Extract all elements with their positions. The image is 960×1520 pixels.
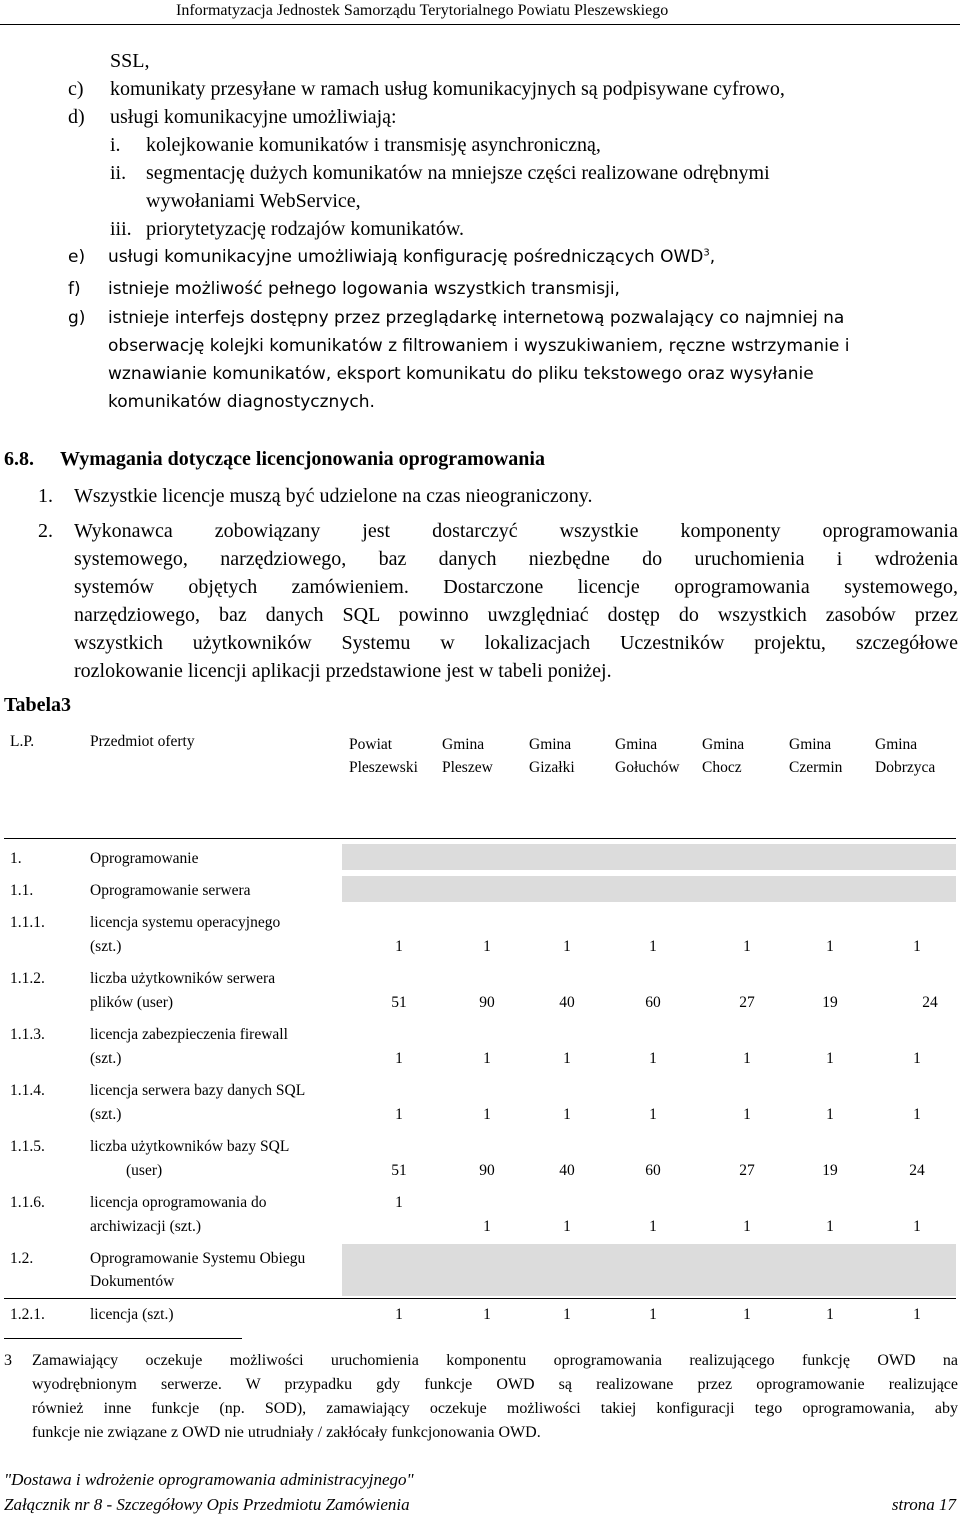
footer-attachment: Załącznik nr 8 - Szczegółowy Opis Przedmiotu Zamówienia <box>4 1495 410 1514</box>
table-row-subject: Oprogramowanie <box>90 850 199 867</box>
list-item-e-tail: , <box>709 247 716 267</box>
footnote-separator <box>4 1338 242 1339</box>
table-header-col: Gmina Gołuchów <box>615 736 680 776</box>
list-label-f: f) <box>68 279 81 299</box>
table-row-subject: licencja serwera bazy danych SQL <box>90 1082 306 1099</box>
table-row-subject: (user) <box>126 1162 163 1179</box>
footnote-line: wyodrębnionym serwerze. W przypadku gdy funkcje OWD są realizowane przez oprogramowanie realizujące <box>32 1376 958 1393</box>
list-label-d-ii: ii. <box>110 162 127 184</box>
footnote-ref[interactable]: 3 <box>703 247 710 259</box>
table-row-lp: 1.1.4. <box>10 1082 45 1099</box>
table-row-subject: Oprogramowanie serwera <box>90 882 251 899</box>
footnote-line: również inne funkcje (np. SOD), zamawiający oczekuje możliwości takiej konfiguracji tego oprogramowania, aby <box>32 1400 958 1417</box>
table-cell: 1 <box>483 1050 491 1067</box>
table-row-lp: 1. <box>10 850 22 867</box>
table-cell: 1 <box>826 1050 834 1067</box>
table-rule <box>4 1298 956 1299</box>
list-label-d-i: i. <box>110 134 121 156</box>
table-cell: 1 <box>826 1218 834 1235</box>
table-row-lp: 1.1.3. <box>10 1026 45 1043</box>
table-cell: 19 <box>822 994 838 1011</box>
table-row-subject: liczba użytkowników bazy SQL <box>90 1138 290 1155</box>
table-cell: 1 <box>913 938 921 955</box>
table-title: Tabela3 <box>4 694 72 716</box>
table-cell: 60 <box>645 1162 661 1179</box>
table-cell: 90 <box>479 994 495 1011</box>
table-cell: 1 <box>743 1306 751 1323</box>
table-row-subject: (szt.) <box>90 1106 122 1123</box>
table-cell: 1 <box>649 1306 657 1323</box>
table-cell: 1 <box>913 1306 921 1323</box>
table-cell: 1 <box>743 1106 751 1123</box>
table-cell: 1 <box>483 938 491 955</box>
table-header-col: Gmina Czermin <box>789 736 843 776</box>
list-ssl: SSL, <box>110 50 150 72</box>
list-item-c: komunikaty przesyłane w ramach usług komunikacyjnych są podpisywane cyfrowo, <box>110 78 785 100</box>
footnote-number: 3 <box>4 1352 12 1369</box>
list-label-e: e) <box>68 247 86 267</box>
point-line: wszystkich użytkowników Systemu w lokalizacjach Uczestników projektu, szczegółowe <box>74 632 958 654</box>
table-cell: 1 <box>563 1218 571 1235</box>
list-item-d-ii-cont: wywołaniami WebService, <box>146 190 361 212</box>
table-cell: 1 <box>483 1218 491 1235</box>
table-cell: 1 <box>826 1306 834 1323</box>
table-cell: 1 <box>563 938 571 955</box>
table-cell: 1 <box>649 1106 657 1123</box>
table-cell: 24 <box>922 994 938 1011</box>
table-row-lp: 1.2.1. <box>10 1306 45 1323</box>
table-row-subject: archiwizacji (szt.) <box>90 1218 202 1235</box>
table-cell: 1 <box>563 1106 571 1123</box>
table-cell: 1 <box>395 1050 403 1067</box>
point-line: rozlokowanie licencji aplikacji przedstawione jest w tabeli poniżej. <box>74 660 612 682</box>
table-cell: 1 <box>743 1050 751 1067</box>
table-row-subject: plików (user) <box>90 994 174 1011</box>
page-header <box>176 2 785 20</box>
table-cell: 1 <box>649 1218 657 1235</box>
table-header-col: Powiat Pleszewski <box>349 736 418 776</box>
table-cell: 1 <box>743 938 751 955</box>
table-cell: 1 <box>395 1194 403 1211</box>
table-row-lp: 1.1. <box>10 882 34 899</box>
list-item-e-text: usługi komunikacyjne umożliwiają konfigurację pośredniczących OWD <box>108 247 704 267</box>
table-row-lp: 1.1.1. <box>10 914 45 931</box>
list-item-g-line: komunikatów diagnostycznych. <box>108 392 375 412</box>
table-shade-row-1 <box>342 844 956 870</box>
section-number: 6.8. <box>4 448 34 470</box>
table-header-col: Gmina Dobrzyca <box>875 736 936 776</box>
table-cell: 1 <box>826 1106 834 1123</box>
table-header-col: Gmina Chocz <box>702 736 745 776</box>
table-cell: 1 <box>483 1106 491 1123</box>
table-cell: 19 <box>822 1162 838 1179</box>
table-cell: 1 <box>563 1306 571 1323</box>
table-cell: 51 <box>391 994 407 1011</box>
footnote-line: Zamawiający oczekuje możliwości uruchomienia komponentu oprogramowania realizującego funkcję OWD na <box>32 1352 958 1369</box>
table-cell: 60 <box>645 994 661 1011</box>
table-cell: 1 <box>743 1218 751 1235</box>
list-label-g: g) <box>68 308 86 328</box>
list-item-d-ii: segmentację dużych komunikatów na mniejsze części realizowane odrębnymi <box>146 162 770 184</box>
list-item-d-iii: priorytetyzację rodzajów komunikatów. <box>146 218 465 240</box>
table-cell: 27 <box>739 1162 755 1179</box>
table-header-col: Gmina Gizałki <box>529 736 575 776</box>
table-row-subject: (szt.) <box>90 1050 122 1067</box>
list-item-g-line: obserwację kolejki komunikatów z filtrowaniem i wyszukiwaniem, ręczne wstrzymanie i <box>108 336 850 356</box>
table-row-lp: 1.1.2. <box>10 970 45 987</box>
point-line: systemów objętych zamówieniem. Dostarczone licencje oprogramowania systemowego, <box>74 576 958 598</box>
list-label-d-iii: iii. <box>110 218 132 240</box>
list-item-d: usługi komunikacyjne umożliwiają: <box>110 106 397 128</box>
table-cell: 1 <box>395 1106 403 1123</box>
section-title: Wymagania dotyczące licencjonowania oprogramowania <box>60 448 545 470</box>
point-line: Wykonawca zobowiązany jest dostarczyć wszystkie komponenty oprogramowania <box>74 520 958 542</box>
table-cell: 40 <box>559 1162 575 1179</box>
table-cell: 1 <box>913 1106 921 1123</box>
table-cell: 40 <box>559 994 575 1011</box>
table-row-subject: (szt.) <box>90 938 122 955</box>
table-header-subject: Przedmiot oferty <box>90 733 195 750</box>
point-line: systemowego, narzędziowego, baz danych niezbędne do uruchomienia i wdrożenia <box>74 548 958 570</box>
table-row-subject: licencja systemu operacyjnego <box>90 914 281 931</box>
list-item-d-i: kolejkowanie komunikatów i transmisję asynchroniczną, <box>146 134 601 156</box>
table-cell: 1 <box>649 1050 657 1067</box>
table-row-lp: 1.2. <box>10 1250 34 1267</box>
list-label-c: c) <box>68 78 84 100</box>
table-row-subject: licencja oprogramowania do <box>90 1194 267 1211</box>
table-cell: 1 <box>395 938 403 955</box>
table-shade-row-1-2 <box>342 1244 956 1296</box>
point-line: narzędziowego, baz danych SQL powinno uwzględniać dostęp do wszystkich zasobów przez <box>74 604 958 626</box>
list-label-d: d) <box>68 106 85 128</box>
table-row-lp: 1.1.6. <box>10 1194 45 1211</box>
table-row-lp: 1.1.5. <box>10 1138 45 1155</box>
table-row-subject: Dokumentów <box>90 1273 175 1290</box>
list-item-g-line: wznawianie komunikatów, eksport komunikatu do pliku tekstowego oraz wysyłanie <box>108 364 814 384</box>
point-label: 2. <box>38 520 53 542</box>
header-rule <box>0 24 960 25</box>
table-header-lp: L.P. <box>10 733 35 750</box>
table-cell: 51 <box>391 1162 407 1179</box>
table-row-subject: licencja zabezpieczenia firewall <box>90 1026 288 1043</box>
table-cell: 1 <box>913 1218 921 1235</box>
table-header-col: Gmina Pleszew <box>442 736 493 776</box>
list-item-e <box>108 247 715 267</box>
point-line: Wszystkie licencje muszą być udzielone na czas nieograniczony. <box>74 485 593 507</box>
header-title: Informatyzacja Jednostek Samorządu Terytorialnego Powiatu Pleszewskiego <box>176 2 669 19</box>
table-cell: 1 <box>395 1306 403 1323</box>
table-cell: 1 <box>649 938 657 955</box>
table-rule <box>4 838 956 839</box>
footer-page-number: strona 17 <box>891 1495 956 1514</box>
list-item-g-line: istnieje interfejs dostępny przez przeglądarkę internetową pozwalający co najmniej na <box>108 308 845 328</box>
table-cell: 1 <box>483 1306 491 1323</box>
table-cell: 90 <box>479 1162 495 1179</box>
table-cell: 1 <box>913 1050 921 1067</box>
table-cell: 1 <box>563 1050 571 1067</box>
table-cell: 24 <box>909 1162 925 1179</box>
table-row-subject: licencja (szt.) <box>90 1306 174 1323</box>
footer-project: "Dostawa i wdrożenie oprogramowania administracyjnego" <box>4 1470 414 1489</box>
table-row-subject: Oprogramowanie Systemu Obiegu <box>90 1250 306 1267</box>
table-cell: 1 <box>826 938 834 955</box>
list-item-f: istnieje możliwość pełnego logowania wszystkich transmisji, <box>108 279 620 299</box>
point-label: 1. <box>38 485 53 507</box>
footnote-line: funkcje nie związane z OWD nie utrudniały / zakłócały funkcjonowania OWD. <box>32 1424 541 1441</box>
table-row-subject: liczba użytkowników serwera <box>90 970 276 987</box>
table-cell: 27 <box>739 994 755 1011</box>
table-shade-row-1-1 <box>342 876 956 902</box>
